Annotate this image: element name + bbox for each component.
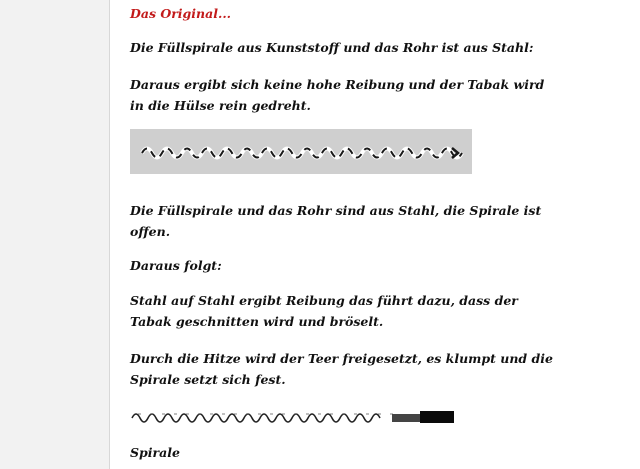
- line: Tabak geschnitten wird und bröselt.: [130, 314, 384, 329]
- paragraph-consequence: Daraus folgt:: [130, 258, 222, 273]
- line: Die Füllspirale und das Rohr sind aus Stahl, die Spirale ist: [130, 203, 542, 218]
- plastic-spiral-image: [130, 129, 472, 174]
- heading: Das Original...: [130, 6, 232, 21]
- paragraph-friction: [130, 290, 518, 332]
- line: Daraus ergibt sich keine hohe Reibung und der Tabak wird: [130, 77, 545, 92]
- steel-spiral-drawing: [130, 402, 460, 430]
- line: Durch die Hitze wird der Teer freigesetzt, es klumpt und die: [130, 351, 553, 366]
- steel-spiral-image: [130, 402, 460, 430]
- paragraph-low-friction: [130, 74, 544, 116]
- paragraph-steel-spiral: [130, 200, 541, 242]
- line: Stahl auf Stahl ergibt Reibung das führt dazu, dass der: [130, 293, 518, 308]
- paragraph-plastic-spiral: Die Füllspirale aus Kunststoff und das Rohr ist aus Stahl:: [130, 40, 534, 55]
- line: Spirale setzt sich fest.: [130, 372, 286, 387]
- line: in die Hülse rein gedreht.: [130, 98, 311, 113]
- paragraph-heat: [130, 348, 553, 390]
- line: offen.: [130, 224, 171, 239]
- spiral-drawing: [130, 129, 472, 174]
- caption-spiral: Spirale: [130, 445, 180, 460]
